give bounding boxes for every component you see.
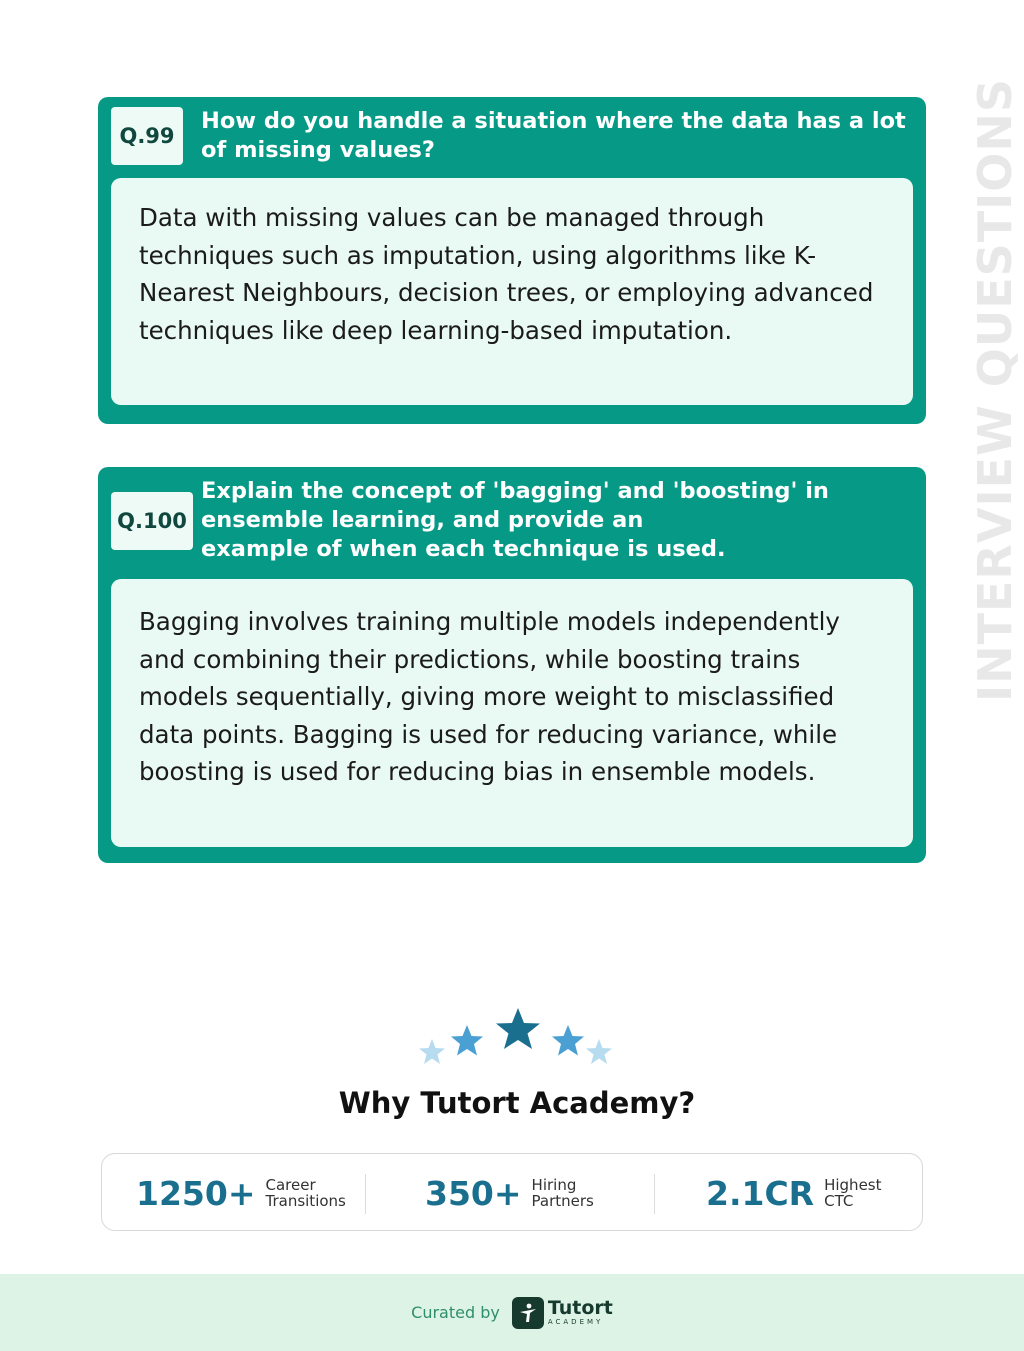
side-label: INTERVIEW QUESTIONS (968, 78, 1022, 702)
stat-career-transitions (136, 1154, 346, 1232)
star-icon (586, 1039, 612, 1064)
brand-logo (548, 1299, 613, 1326)
star-icon (451, 1025, 483, 1056)
stat-value: 2.1CR (706, 1173, 815, 1213)
answer-text: Data with missing values can be managed through techniques such as imputation, using algorithms like K-Nearest Neighbours, decision trees, or employing advanced techniques like deep learning-based imputation. (111, 178, 913, 405)
stat-hiring-partners (425, 1154, 594, 1232)
stats-bar (101, 1153, 923, 1231)
brand-sub: ACADEMY (547, 1318, 604, 1326)
divider (654, 1174, 655, 1214)
divider (365, 1174, 366, 1214)
question-card-99 (98, 97, 926, 424)
stat-value: 1250+ (136, 1173, 256, 1213)
stat-label: Highest CTC (824, 1176, 882, 1210)
question-text (201, 477, 910, 564)
rating-stars-icon (412, 1003, 616, 1073)
stat-value: 350+ (425, 1173, 522, 1213)
stat-highest-ctc (706, 1154, 882, 1232)
why-tutort-title: Why Tutort Academy? (338, 1086, 696, 1120)
question-line: example of when each technique is used. (201, 536, 726, 562)
stat-label: Career Transitions (265, 1176, 346, 1210)
footer (0, 1274, 1024, 1351)
question-line: ensemble learning, and provide an (201, 507, 644, 533)
brand-name: Tutort (547, 1297, 613, 1319)
curated-by-text: Curated by (411, 1303, 500, 1322)
stat-label: Hiring Partners (531, 1176, 594, 1210)
answer-text: Bagging involves training multiple models independently and combining their predictions, while boosting trains models sequentially, giving more weight to misclassified data points. Bagging is used for reducing variance, while boosting is used for reducing bias in ensemble models. (111, 579, 913, 847)
star-icon (419, 1039, 445, 1064)
tutort-logo-icon (512, 1297, 544, 1329)
question-number-badge: Q.99 (111, 107, 183, 165)
question-card-100 (98, 467, 926, 863)
question-number-badge: Q.100 (111, 492, 193, 550)
star-icon (552, 1025, 584, 1056)
star-icon (496, 1008, 540, 1049)
question-text: How do you handle a situation where the data has a lot of missing values? (201, 108, 906, 163)
question-line: Explain the concept of 'bagging' and 'boosting' in (201, 478, 829, 504)
